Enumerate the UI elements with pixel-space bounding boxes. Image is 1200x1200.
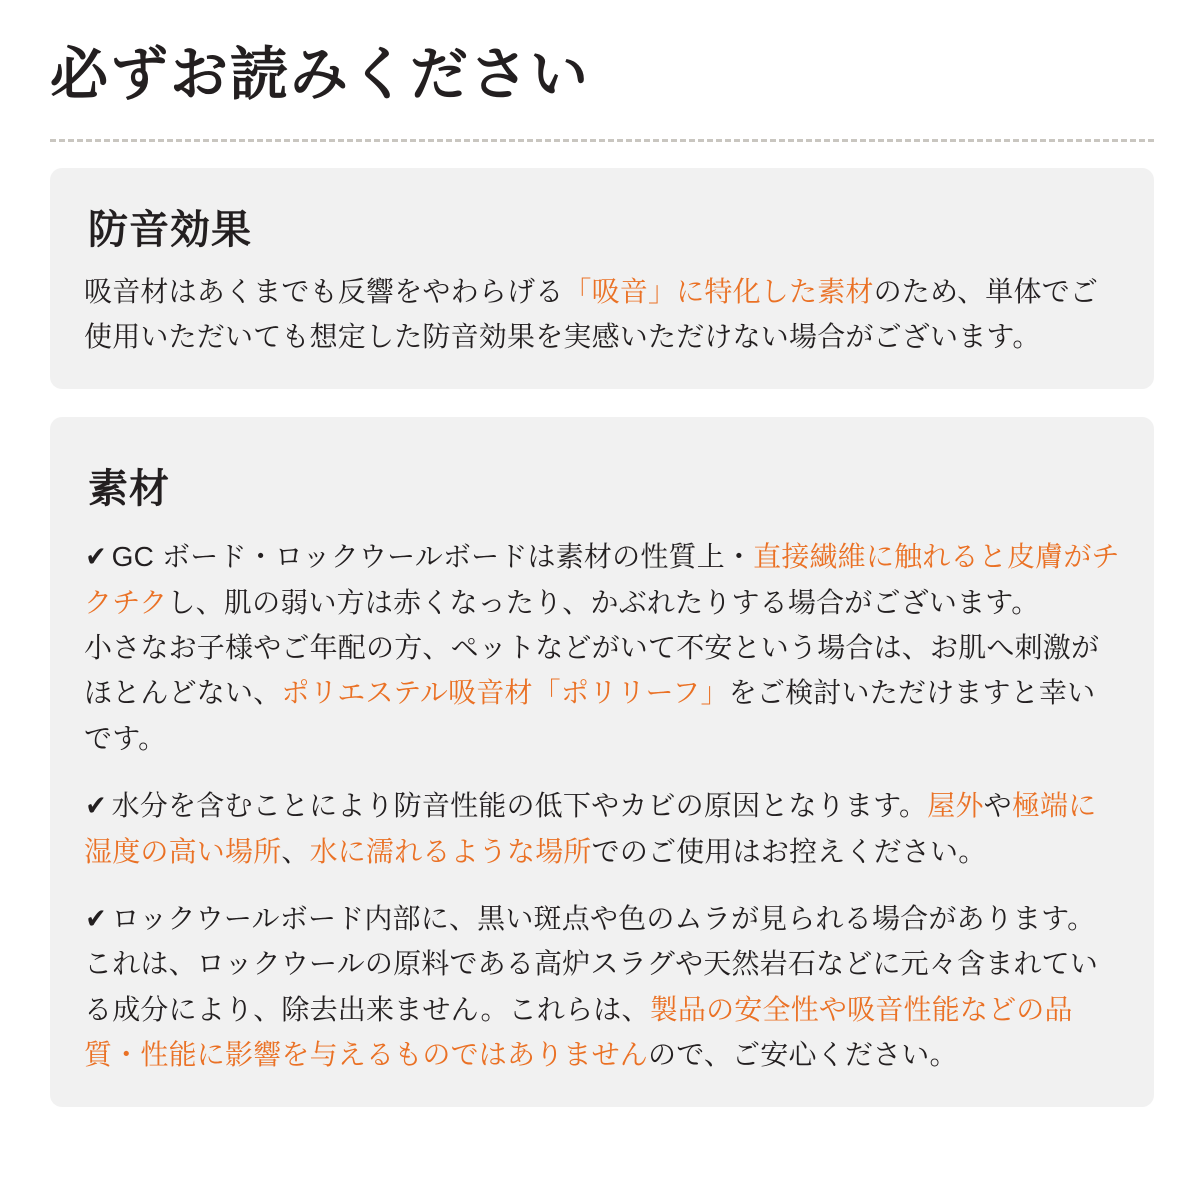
- highlighted-text: ポリエステル吸音材「ポリリーフ」: [281, 677, 729, 709]
- section-paragraph: [84, 896, 1120, 1077]
- highlighted-text: 製品の安全性や吸音性能などの品質・性能に影響を与えるものではありません: [84, 993, 1073, 1070]
- body-text: をご検討いただけますと幸いです。: [84, 677, 1096, 754]
- section-title-soundproof: 防音効果: [88, 207, 252, 252]
- section-soundproof: [50, 168, 1154, 390]
- check-icon: ✔: [85, 541, 107, 573]
- section-material: [50, 417, 1154, 1107]
- body-text: 、: [281, 835, 310, 867]
- body-text: 水分を含むことにより防音性能の低下やカビの原因となります。: [111, 790, 928, 822]
- body-text: し、肌の弱い方は赤くなったり、かぶれたりする場合がございます。: [167, 586, 1040, 618]
- body-text: のため、単体でご使用いただいても想定した防音効果を実感いただけない場合がございます。: [84, 275, 1099, 353]
- title-divider: [50, 139, 1154, 142]
- section-paragraph: [84, 625, 1120, 761]
- section-paragraph: [84, 783, 1120, 874]
- page-title: 必ずお読みください: [50, 42, 591, 107]
- check-icon: ✔: [85, 790, 107, 822]
- highlighted-text: 屋外: [927, 790, 984, 822]
- section-title-material: 素材: [88, 467, 170, 512]
- section-paragraph: [84, 269, 1120, 360]
- check-icon: ✔: [85, 902, 107, 934]
- highlighted-text: 極端に湿度の高い場所: [84, 790, 1097, 867]
- body-text: 吸音材はあくまでも反響をやわらげる: [84, 275, 564, 307]
- body-text: ロックウールボード内部に、黒い斑点や色のムラが見られる場合があります。これは、ロックウールの原料である高炉スラグや天然岩石などに元々含まれている成分により、除去出来ません。これらは、: [84, 902, 1099, 1025]
- highlighted-text: 水に濡れるような場所: [309, 835, 592, 867]
- body-text: 小さなお子様やご年配の方、ペットなどがいて不安という場合は、お肌へ刺激がほとんどない、: [84, 632, 1100, 709]
- section-paragraph: [84, 534, 1120, 625]
- body-text: ので、ご安心ください。: [648, 1039, 958, 1070]
- highlighted-text: 直接繊維に触れると皮膚がチクチク: [84, 541, 1120, 618]
- body-text: や: [983, 790, 1012, 822]
- body-text: でのご使用はお控えください。: [591, 835, 987, 867]
- highlighted-text: 「吸音」に特化した素材: [563, 275, 874, 307]
- body-text: GC ボード・ロックウールボードは素材の性質上・: [111, 541, 754, 573]
